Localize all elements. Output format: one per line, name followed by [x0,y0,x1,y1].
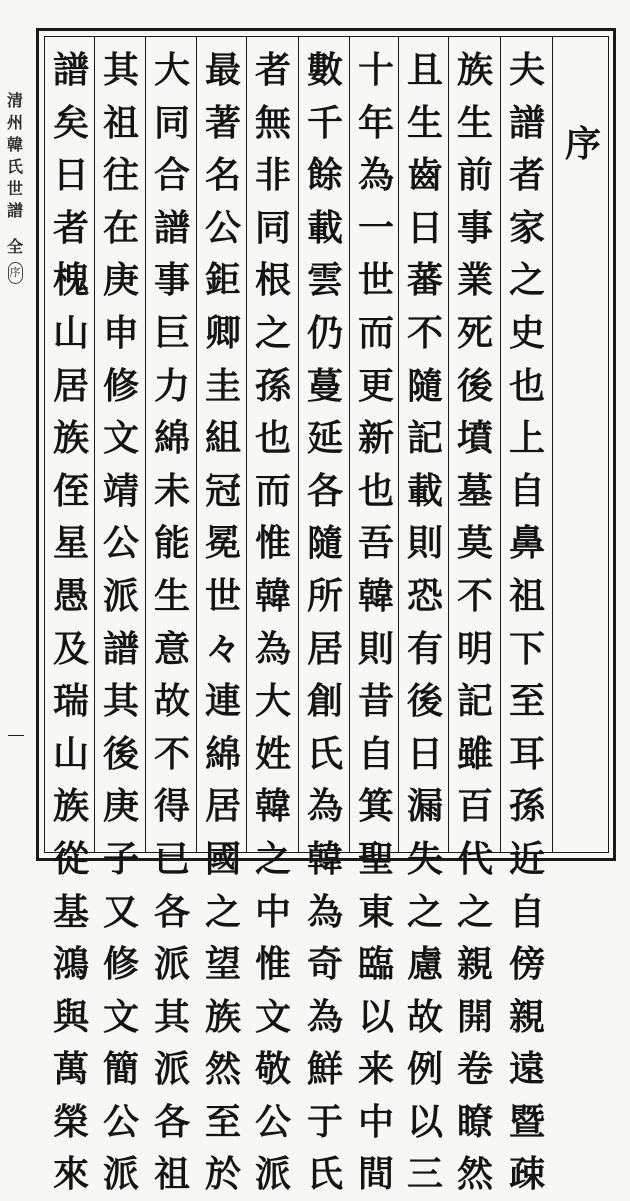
column-rule [298,36,299,853]
column-rule [552,36,553,853]
text-char: 新 [357,417,394,460]
text-char: 日 [406,206,443,249]
text-char: 與 [52,995,89,1038]
text-char: 各 [153,890,190,933]
text-char: 故 [153,680,190,723]
page-number-mark [8,735,24,736]
text-char: 代 [456,837,493,880]
text-char: 氏 [306,732,343,775]
text-char: 生 [153,574,190,617]
text-char: 更 [357,364,394,407]
text-column [351,44,401,1196]
text-char: 其 [153,995,190,1038]
text-char: 大 [153,49,190,91]
text-char: 記 [406,417,443,460]
margin-section-label [8,262,23,284]
text-char: 韓 [254,574,291,617]
text-char: 譜 [52,49,89,91]
text-char: 隨 [406,364,443,407]
text-char: 榮 [52,1100,89,1143]
text-char: 親 [508,995,545,1038]
text-char: 綿 [204,732,241,775]
text-char: 開 [456,995,493,1038]
preface-heading-text: 序 [564,123,601,165]
text-char: 居 [306,627,343,670]
text-char: 来 [357,1048,394,1091]
text-char: 派 [102,574,139,617]
text-char: 箕 [357,785,394,828]
text-char: 祖 [508,574,545,617]
margin-volume [7,236,23,258]
text-char: 萬 [52,1048,89,1091]
text-char: 遠 [508,1048,545,1091]
text-char: 名 [204,154,241,197]
text-char: 為 [306,890,343,933]
text-char: 修 [102,364,139,407]
text-char: 孫 [254,364,291,407]
text-char: 暨 [508,1100,545,1143]
text-char: 昔 [357,680,394,723]
text-char: 之 [204,890,241,933]
text-char: 夫 [508,49,545,91]
text-char: 然 [204,1048,241,1091]
text-char: 不 [456,574,493,617]
text-char: 孫 [508,785,545,828]
text-char: 自 [508,890,545,933]
text-char: 故 [406,995,443,1038]
text-char: 餘 [306,154,343,197]
text-char: 為 [306,785,343,828]
text-char: 星 [52,522,89,565]
text-char: 也 [357,469,394,512]
text-char: 大 [254,680,291,723]
text-char: 後 [406,680,443,723]
text-char: 近 [508,837,545,880]
text-char: 至 [204,1100,241,1143]
text-char: 惟 [254,522,291,565]
text-char: 矣 [52,101,89,144]
text-char: 墓 [456,469,493,512]
text-char: 事 [456,206,493,249]
text-char: 無 [254,101,291,144]
text-char: 慮 [406,943,443,986]
margin-char: 氏 [6,157,23,176]
text-char: 又 [102,890,139,933]
text-char: 于 [306,1100,343,1143]
text-char: 鉅 [204,259,241,302]
text-char: 以 [406,1100,443,1143]
text-char: 居 [52,364,89,407]
text-char: 派 [254,1153,291,1196]
text-char: 公 [254,1100,291,1143]
text-column [46,44,96,1196]
text-char: 東 [357,890,394,933]
text-column [198,44,248,1196]
text-column [450,44,500,1196]
text-char: 耳 [508,732,545,775]
preface-heading [560,116,606,167]
text-char: 而 [357,311,394,354]
text-char: 齒 [406,154,443,197]
text-char: 傍 [508,943,545,986]
text-char: 各 [153,1100,190,1143]
text-char: 疎 [508,1153,545,1196]
text-char: 千 [306,101,343,144]
text-char: 為 [357,154,394,197]
text-char: 文 [102,995,139,1038]
text-char: 公 [102,1100,139,1143]
text-char: 者 [52,206,89,249]
text-column [502,44,552,1196]
text-char: 力 [153,364,190,407]
text-char: 國 [204,837,241,880]
column-rule [500,36,501,853]
text-char: 侄 [52,469,89,512]
text-char: 姓 [254,732,291,775]
text-char: 族 [52,785,89,828]
text-char: 數 [306,49,343,91]
text-char: 明 [456,627,493,670]
text-char: 意 [153,627,190,670]
text-char: 族 [456,49,493,91]
text-char: 且 [406,49,443,91]
text-char: 其 [102,680,139,723]
text-char: 已 [153,837,190,880]
text-char: 三 [406,1153,443,1196]
text-char: 延 [306,417,343,460]
text-char: 奇 [306,943,343,986]
margin-char: 序 [9,266,21,279]
text-char: 之 [254,311,291,354]
text-char: 莫 [456,522,493,565]
text-char: 中 [357,1100,394,1143]
text-char: 臨 [357,943,394,986]
text-char: 事 [153,259,190,302]
text-char: 吾 [357,522,394,565]
margin-char: 譜 [6,201,23,220]
text-char: 合 [153,154,190,197]
text-char: 文 [102,417,139,460]
text-char: 蕃 [406,259,443,302]
text-char: 派 [153,1048,190,1091]
text-column [400,44,450,1196]
text-char: 鮮 [306,1048,343,1091]
text-char: 恐 [406,574,443,617]
text-char: 自 [508,469,545,512]
text-char: 簡 [102,1048,139,1091]
text-char: 載 [306,206,343,249]
text-char: 槐 [52,259,89,302]
text-char: 為 [306,995,343,1038]
text-column [96,44,146,1196]
text-char: 山 [52,732,89,775]
text-char: 著 [204,101,241,144]
text-char: 業 [456,259,493,302]
text-column [248,44,298,1196]
text-char: 瑞 [52,680,89,723]
margin-char: 世 [6,179,23,198]
text-char: 根 [254,259,291,302]
text-char: 組 [204,417,241,460]
text-char: 不 [153,732,190,775]
text-char: 自 [357,732,394,775]
text-char: 失 [406,837,443,880]
text-char: 一 [357,206,394,249]
text-char: 靖 [102,469,139,512]
text-char: 隨 [306,522,343,565]
text-char: 及 [52,627,89,670]
text-char: 山 [52,311,89,354]
text-char: 基 [52,890,89,933]
text-char: 之 [508,259,545,302]
margin-char: 清 [6,91,23,110]
text-char: 冕 [204,522,241,565]
text-char: 有 [406,627,443,670]
text-char: 史 [508,311,545,354]
margin-title-chars [7,90,23,222]
text-char: 譜 [153,206,190,249]
text-char: 惟 [254,943,291,986]
text-char: 後 [102,732,139,775]
text-char: 庚 [102,259,139,302]
text-char: 日 [406,732,443,775]
text-char: 則 [406,522,443,565]
text-char: 居 [204,785,241,828]
text-char: 而 [254,469,291,512]
text-char: 記 [456,680,493,723]
text-char: 年 [357,101,394,144]
text-char: 仍 [306,311,343,354]
text-char: 者 [254,49,291,91]
text-char: 氏 [306,1153,343,1196]
text-char: 韓 [306,837,343,880]
text-char: 前 [456,154,493,197]
margin-book-title [2,90,28,284]
text-char: 在 [102,206,139,249]
text-char: 祖 [102,101,139,144]
text-char: 愚 [52,574,89,617]
text-char: 載 [406,469,443,512]
text-char: 者 [508,154,545,197]
margin-char: 全 [6,237,23,256]
text-char: 韓 [357,574,394,617]
text-char: 望 [204,943,241,986]
text-char: 則 [357,627,394,670]
text-char: 卷 [456,1048,493,1091]
text-char: 為 [254,627,291,670]
text-char: 雖 [456,732,493,775]
text-char: 韓 [254,785,291,828]
text-char: 申 [102,311,139,354]
text-char: 公 [102,522,139,565]
text-char: 所 [306,574,343,617]
text-char: 能 [153,522,190,565]
text-char: 敬 [254,1048,291,1091]
text-char: 派 [153,943,190,986]
text-char: 以 [357,995,394,1038]
text-char: 子 [102,837,139,880]
text-char: 其 [102,49,139,91]
text-char: 中 [254,890,291,933]
text-char: 生 [406,101,443,144]
text-char: 冠 [204,469,241,512]
text-char: 世 [204,574,241,617]
text-char: 之 [456,890,493,933]
text-char: 來 [52,1153,89,1196]
text-char: 日 [52,154,89,197]
text-char: 各 [306,469,343,512]
text-char: 瞭 [456,1100,493,1143]
text-char: 也 [508,364,545,407]
text-char: 下 [508,627,545,670]
text-column [147,44,197,1196]
text-char: 卿 [204,311,241,354]
text-char: 巨 [153,311,190,354]
text-char: 生 [456,101,493,144]
text-char: 譜 [508,101,545,144]
text-char: 綿 [153,417,190,460]
text-char: 連 [204,680,241,723]
text-char: 公 [204,206,241,249]
text-char: 雲 [306,259,343,302]
text-char: 後 [456,364,493,407]
text-char: 文 [254,995,291,1038]
margin-char: 州 [6,113,23,132]
text-char: 族 [52,417,89,460]
text-char: 間 [357,1153,394,1196]
text-char: 之 [406,890,443,933]
text-column [300,44,350,1196]
text-char: 非 [254,154,291,197]
text-char: 族 [204,995,241,1038]
text-char: 漏 [406,785,443,828]
margin-char: 韓 [6,135,23,154]
text-char: 也 [254,417,291,460]
text-char: 不 [406,311,443,354]
text-char: 得 [153,785,190,828]
text-char: 十 [357,49,394,91]
text-char: 圭 [204,364,241,407]
text-char: 墳 [456,417,493,460]
text-char: 創 [306,680,343,723]
text-char: 世 [357,259,394,302]
text-char: 聖 [357,837,394,880]
text-char: 往 [102,154,139,197]
text-char: 例 [406,1048,443,1091]
text-char: 派 [102,1153,139,1196]
text-char: 未 [153,469,190,512]
text-char: 於 [204,1153,241,1196]
text-char: 々 [204,627,241,670]
text-char: 庚 [102,785,139,828]
text-char: 親 [456,943,493,986]
text-char: 之 [254,837,291,880]
text-char: 然 [456,1153,493,1196]
text-char: 死 [456,311,493,354]
text-char: 家 [508,206,545,249]
text-char: 修 [102,943,139,986]
text-char: 從 [52,837,89,880]
text-char: 最 [204,49,241,91]
text-char: 祖 [153,1153,190,1196]
text-char: 鴻 [52,943,89,986]
text-char: 至 [508,680,545,723]
text-char: 鼻 [508,522,545,565]
text-char: 蔓 [306,364,343,407]
text-char: 同 [254,206,291,249]
text-char: 百 [456,785,493,828]
text-char: 同 [153,101,190,144]
text-char: 譜 [102,627,139,670]
text-char: 上 [508,417,545,460]
